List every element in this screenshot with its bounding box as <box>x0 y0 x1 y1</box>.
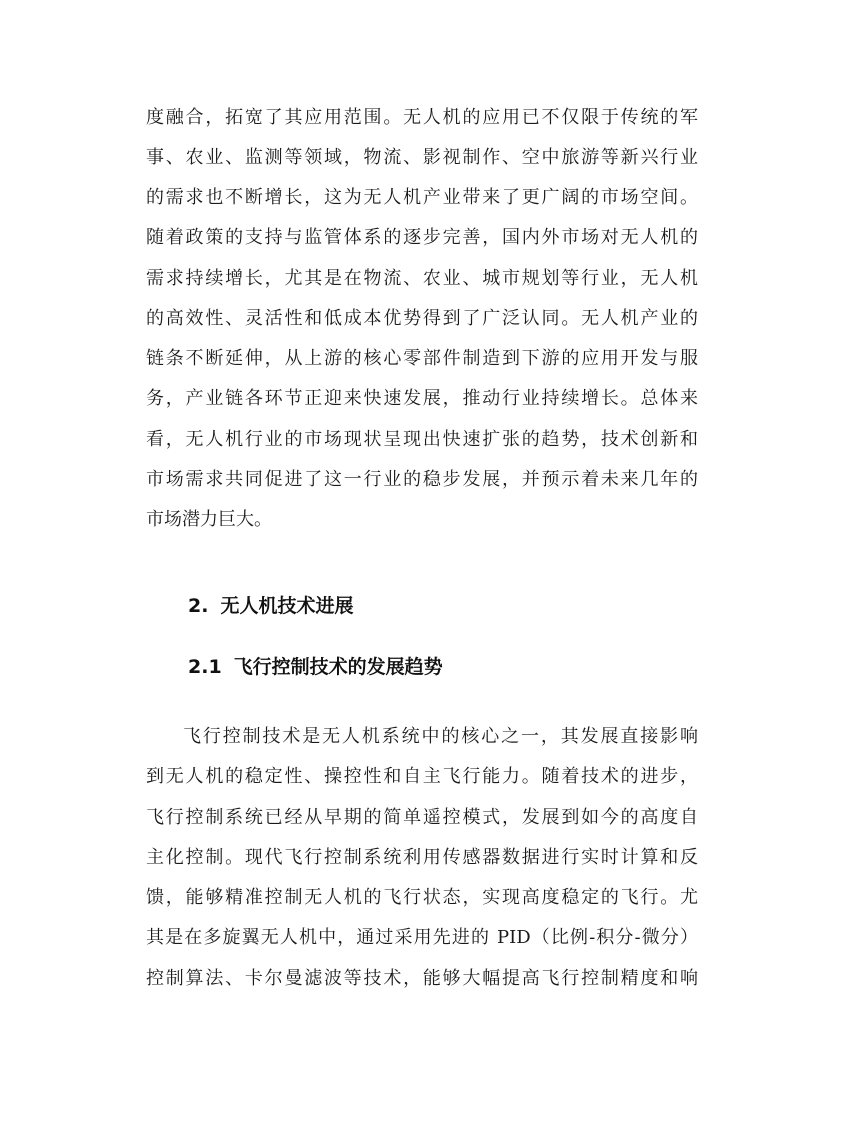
paragraph-line: 控制算法、卡尔曼滤波等技术，能够大幅提高飞行控制精度和响 <box>146 968 698 989</box>
paragraph-line: 事、农业、监测等领域，物流、影视制作、空中旅游等新兴行业 <box>146 147 698 168</box>
paragraph-line: 度融合，拓宽了其应用范围。无人机的应用已不仅限于传统的军 <box>146 107 698 128</box>
paragraph-line: 市场需求共同促进了这一行业的稳步发展，并预示着未来几年的 <box>146 469 698 490</box>
section-number: 2. <box>188 595 209 617</box>
subsection-number: 2.1 <box>188 656 222 678</box>
paragraph-line: 市场潜力巨大。 <box>146 509 272 530</box>
paragraph-line: 飞行控制系统已经从早期的简单遥控模式，发展到如今的高度自 <box>146 807 698 828</box>
section-title: 无人机技术进展 <box>220 595 354 617</box>
paragraph-line: 务，产业链各环节正迎来快速发展，推动行业持续增长。总体来 <box>146 388 698 409</box>
paragraph-line: 需求持续增长，尤其是在物流、农业、城市规划等行业，无人机 <box>146 268 698 289</box>
paragraph-line: 主化控制。现代飞行控制系统利用传感器数据进行实时计算和反 <box>146 847 698 868</box>
subsection-heading <box>188 655 443 679</box>
paragraph-line: 看，无人机行业的市场现状呈现出快速扩张的趋势，技术创新和 <box>146 429 698 450</box>
paragraph-line: 的高效性、灵活性和低成本优势得到了广泛认同。无人机产业的 <box>146 308 698 329</box>
paragraph-line: 馈，能够精准控制无人机的飞行状态，实现高度稳定的飞行。尤 <box>146 887 698 908</box>
paragraph-line: 的需求也不断增长，这为无人机产业带来了更广阔的市场空间。 <box>146 187 698 208</box>
paragraph-line: 飞行控制技术是无人机系统中的核心之一，其发展直接影响 <box>183 726 698 747</box>
section-heading <box>188 594 353 618</box>
paragraph-line: 随着政策的支持与监管体系的逐步完善，国内外市场对无人机的 <box>146 227 698 248</box>
paragraph-line: 到无人机的稳定性、操控性和自主飞行能力。随着技术的进步， <box>146 766 698 787</box>
subsection-title: 飞行控制技术的发展趋势 <box>233 656 443 678</box>
paragraph-line: 链条不断延伸，从上游的核心零部件制造到下游的应用开发与服 <box>146 348 698 369</box>
paragraph-line: 其是在多旋翼无人机中，通过采用先进的 PID（比例-积分-微分） <box>146 927 698 948</box>
